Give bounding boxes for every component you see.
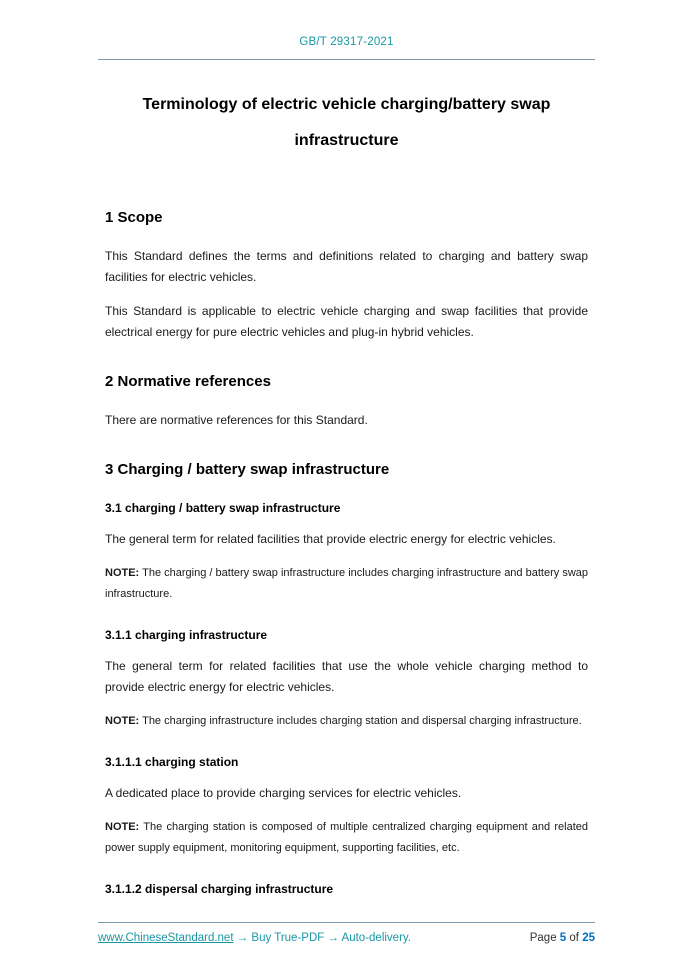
paragraph: The general term for related facilities that use the whole vehicle charging method to provide electric energy for electric vehicles. bbox=[105, 659, 588, 694]
paragraph: This Standard is applicable to electric vehicle charging and swap facilities that provide electrical energy for pure electric vehicles and plug-in hybrid vehicles. bbox=[105, 304, 588, 339]
document-title-line2: infrastructure bbox=[294, 132, 399, 149]
document-number: GB/T 29317-2021 bbox=[299, 36, 394, 48]
note-text: The charging station is composed of multiple centralized charging equipment and related power supply equipment, monitoring equipment, supporting facilities, etc. bbox=[105, 821, 588, 854]
page-header bbox=[0, 0, 693, 60]
note-label: NOTE: bbox=[105, 567, 140, 579]
heading-scope: 1 Scope bbox=[105, 209, 163, 226]
of-label: of bbox=[569, 932, 579, 944]
note-label: NOTE: bbox=[105, 821, 140, 833]
subheading-3-1: 3.1 charging / battery swap infrastructure bbox=[105, 501, 341, 515]
header-rule bbox=[98, 59, 595, 60]
note-text: The charging infrastructure includes charging station and dispersal charging infrastructure. bbox=[142, 715, 582, 727]
page-label: Page bbox=[529, 932, 557, 944]
note bbox=[105, 711, 588, 732]
document-title bbox=[105, 87, 588, 159]
footer-tagline: → Buy True-PDF → Auto-delivery. bbox=[236, 932, 411, 944]
subheading-3-1-1-2: 3.1.1.2 dispersal charging infrastructure bbox=[105, 882, 334, 896]
page-footer bbox=[98, 911, 595, 944]
note-label: NOTE: bbox=[105, 715, 140, 727]
heading-normative-references: 2 Normative references bbox=[105, 373, 271, 390]
subheading-3-1-1: 3.1.1 charging infrastructure bbox=[105, 628, 268, 642]
footer-rule bbox=[98, 922, 595, 923]
document-body bbox=[105, 209, 588, 896]
note bbox=[105, 817, 588, 859]
chinesestandard-link[interactable]: www.ChineseStandard.net bbox=[98, 932, 234, 944]
paragraph: A dedicated place to provide charging services for electric vehicles. bbox=[105, 786, 462, 800]
paragraph: This Standard defines the terms and definitions related to charging and battery swap facilities for electric vehicles. bbox=[105, 249, 588, 284]
footer-branding bbox=[98, 932, 411, 944]
footer-row bbox=[98, 932, 595, 944]
paragraph: There are normative references for this Standard. bbox=[105, 413, 368, 427]
page-indicator bbox=[530, 932, 595, 944]
subheading-3-1-1-1: 3.1.1.1 charging station bbox=[105, 755, 239, 769]
paragraph: The general term for related facilities that provide electric energy for electric vehicles. bbox=[105, 532, 556, 546]
document-title-line1: Terminology of electric vehicle charging/battery swap bbox=[142, 96, 551, 113]
total-page-number: 25 bbox=[582, 932, 595, 944]
note-text: The charging / battery swap infrastructure includes charging infrastructure and battery swap infrastructure. bbox=[105, 567, 588, 600]
current-page-number: 5 bbox=[559, 932, 567, 944]
heading-charging-battery-swap-infrastructure: 3 Charging / battery swap infrastructure bbox=[105, 461, 390, 478]
note bbox=[105, 563, 588, 605]
